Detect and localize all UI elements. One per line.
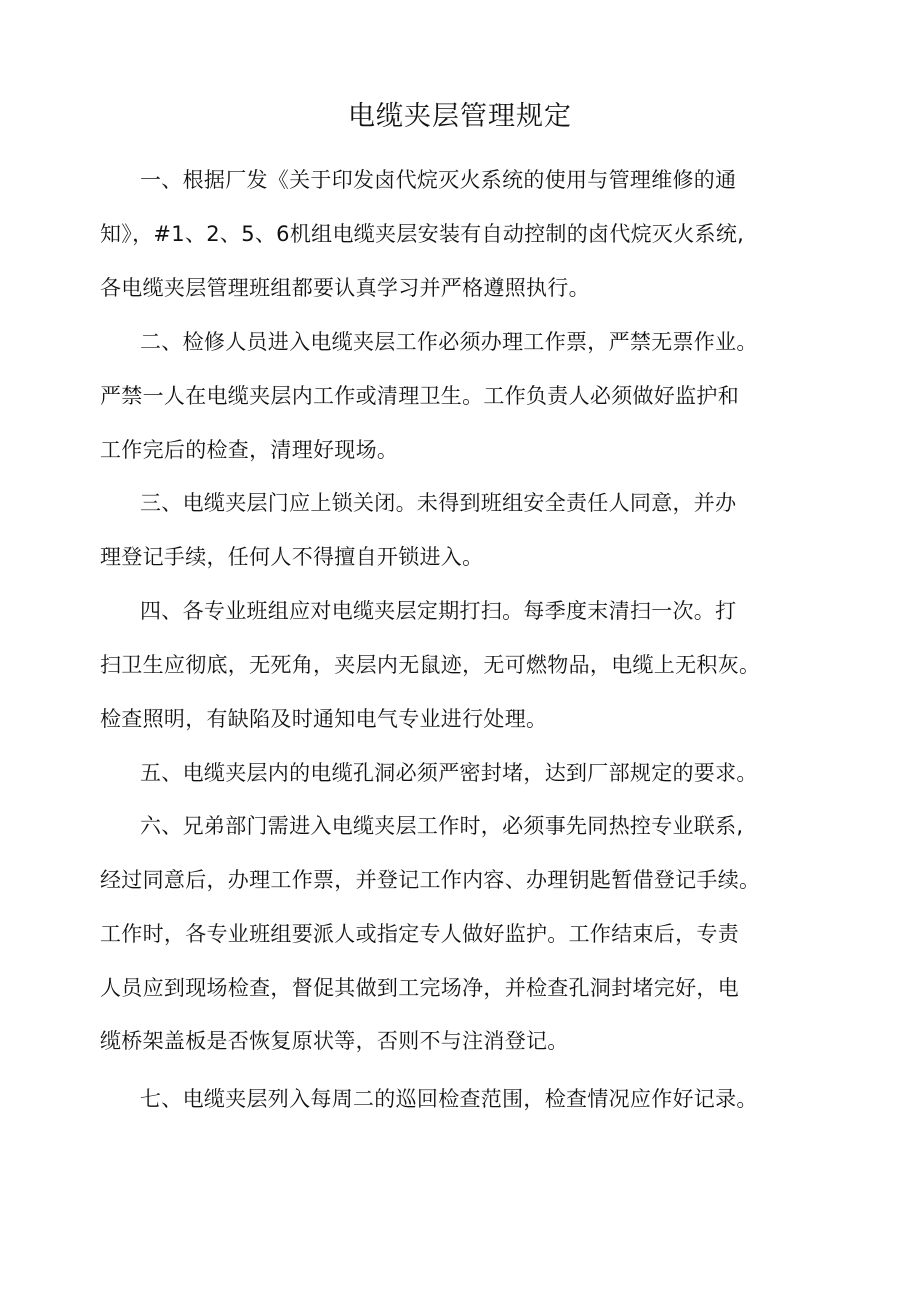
paragraph-1-line-1: 一、根据厂发《关于印发卤代烷灭火系统的使用与管理维修的通 [140, 168, 737, 192]
paragraph-5-line-1: 五、电缆夹层内的电缆孔洞必须严密封堵，达到厂部规定的要求。 [140, 761, 758, 785]
paragraph-6-line-1: 六、兄弟部门需进入电缆夹层工作时，必须事先同热控专业联系, [140, 814, 744, 838]
paragraph-3-line-2: 理登记手续，任何人不得擅自开锁进入。 [100, 545, 484, 569]
paragraph-6-line-5: 缆桥架盖板是否恢复原状等，否则不与注消登记。 [100, 1029, 569, 1053]
paragraph-1-line-3: 各电缆夹层管理班组都要认真学习并严格遵照执行。 [100, 276, 590, 300]
paragraph-6-line-3: 工作时，各专业班组要派人或指定专人做好监护。工作结束后，专责 [100, 922, 739, 946]
paragraph-6-line-2: 经过同意后，办理工作票，并登记工作内容、办理钥匙暂借登记手续。 [100, 868, 761, 892]
paragraph-7-line-1: 七、电缆夹层列入每周二的巡回检查范围，检查情况应作好记录。 [140, 1087, 758, 1111]
paragraph-3-line-1: 三、电缆夹层门应上锁关闭。未得到班组安全责任人同意，并办 [140, 491, 737, 515]
paragraph-4-line-1: 四、各专业班组应对电缆夹层定期打扫。每季度末清扫一次。打 [140, 599, 737, 623]
paragraph-4-line-2: 扫卫生应彻底，无死角，夹层内无鼠迹，无可燃物品，电缆上无积灰。 [100, 653, 761, 677]
paragraph-2-line-3: 工作完后的检查，清理好现场。 [100, 438, 399, 462]
paragraph-2-line-1: 二、检修人员进入电缆夹层工作必须办理工作票，严禁无票作业。 [140, 330, 758, 354]
paragraph-1-line-2: 知》，#1、2、5、6机组电缆夹层安装有自动控制的卤代烷灭火系统, [100, 222, 745, 246]
paragraph-4-line-3: 检查照明，有缺陷及时通知电气专业进行处理。 [100, 707, 548, 731]
paragraph-6-line-4: 人员应到现场检查，督促其做到工完场净，并检查孔洞封堵完好，电 [100, 976, 739, 1000]
paragraph-2-line-2: 严禁一人在电缆夹层内工作或清理卫生。工作负责人必须做好监护和 [100, 384, 739, 408]
document-title: 电缆夹层管理规定 [348, 101, 572, 132]
